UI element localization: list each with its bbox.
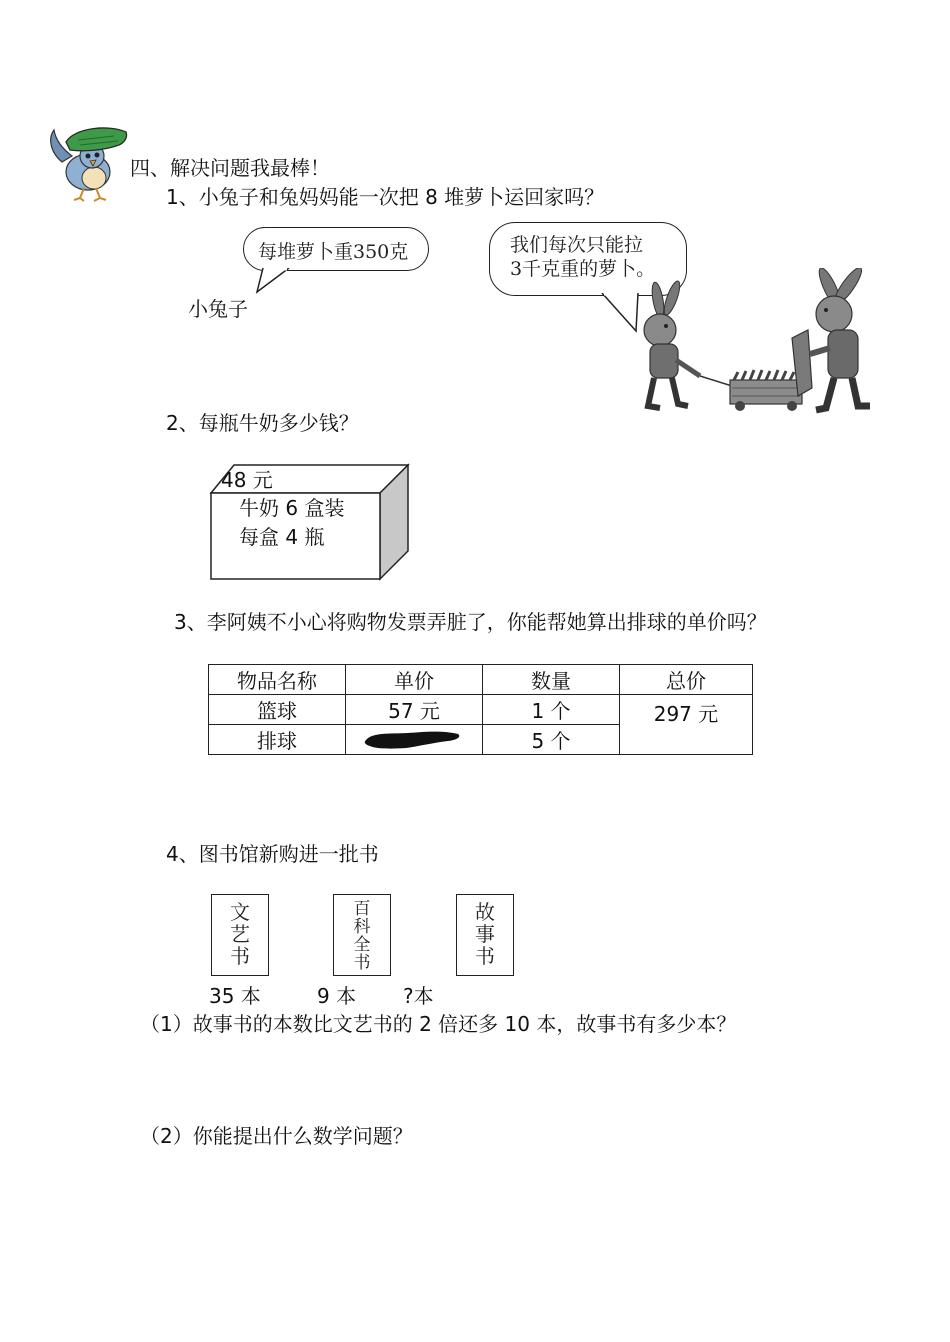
table-row: [209, 695, 753, 725]
total-price-cell: 297 元: [620, 695, 753, 755]
milk-box-price: 48 元: [221, 468, 273, 492]
invoice-table: [208, 664, 753, 755]
book-title: 百科全书: [353, 899, 371, 973]
book-count-story: ?本: [403, 984, 434, 1008]
question-4-text: 4、图书馆新购进一批书: [166, 842, 379, 866]
quantity-cell: 1 个: [483, 695, 620, 725]
speech-bubble-left: [243, 227, 429, 271]
item-name-cell: 篮球: [209, 695, 346, 725]
quantity-cell: 5 个: [483, 725, 620, 755]
table-header-cell: 数量: [483, 665, 620, 695]
question-3-text: 3、李阿姨不小心将购物发票弄脏了，你能帮她算出排球的单价吗？: [174, 610, 767, 634]
table-header-cell: 物品名称: [209, 665, 346, 695]
table-header-cell: 总价: [620, 665, 753, 695]
table-header-cell: 单价: [346, 665, 483, 695]
book-title: 故事书: [475, 900, 495, 968]
unit-price-cell: 57 元: [346, 695, 483, 725]
milk-box-line-1: 牛奶 6 盒装: [239, 496, 345, 520]
question-2-text: 2、每瓶牛奶多少钱？: [166, 411, 359, 435]
speech-bubble-right-line-1: 我们每次只能拉: [510, 234, 644, 256]
book-title: 文艺书: [230, 900, 250, 968]
speech-bubble-left-tail: [255, 268, 295, 294]
sub-question-2: （2）你能提出什么数学问题？: [140, 1124, 413, 1148]
little-rabbit-label: 小兔子: [188, 297, 248, 321]
question-1-text: 1、小兔子和兔妈妈能一次把 8 堆萝卜运回家吗？: [166, 185, 605, 209]
book-literature: [211, 894, 269, 976]
book-count-encyclopedia: 9 本: [317, 984, 357, 1008]
section-title: 四、解决问题我最棒！: [130, 156, 330, 180]
milk-box-line-2: 每盒 4 瓶: [239, 525, 325, 549]
speech-bubble-left-text: 每堆萝卜重350克: [258, 241, 409, 263]
bird-mascot-illustration: [44, 122, 132, 204]
speech-bubble-right-line-2: 3千克重的萝卜。: [510, 258, 656, 280]
table-header-row: [209, 665, 753, 695]
smudged-price-cell: [346, 725, 483, 755]
item-name-cell: 排球: [209, 725, 346, 755]
book-count-literature: 35 本: [209, 984, 261, 1008]
sub-question-1: （1）故事书的本数比文艺书的 2 倍还多 10 本，故事书有多少本？: [140, 1012, 737, 1036]
ink-smudge-icon: [362, 728, 464, 750]
book-story: [456, 894, 514, 976]
book-encyclopedia: [333, 894, 391, 976]
rabbits-cart-illustration: [630, 268, 880, 418]
